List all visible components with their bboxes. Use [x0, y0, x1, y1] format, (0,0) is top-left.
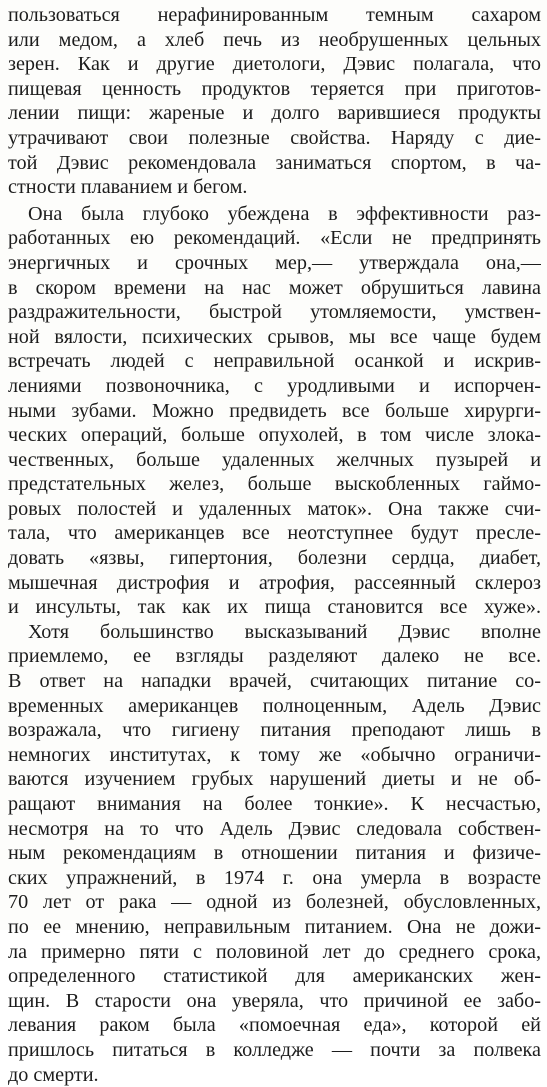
text-line: чественных, больше удаленных желчных пузырей и [8, 448, 541, 471]
text-line: энергичных и срочных мер,— утверждала она,— [8, 251, 541, 274]
text-line: временных американцев полноценным, Адель Дэвис [8, 694, 541, 717]
text-line: ла примерно пяти с половиной лет до среднего срока, [8, 940, 541, 963]
text-line: ной вялости, психических срывов, мы все чаще будем [8, 325, 541, 348]
text-line: ными зубами. Можно предвидеть все больше хирурги- [8, 399, 541, 422]
text-line: ращают внимания на более тонкие». К несчастью, [8, 793, 541, 815]
text-line: приемлемо, ее взгляды разделяют далеко не все. [8, 645, 541, 668]
text-line: ровых полостей и удаленных маток». Она также счи- [8, 497, 541, 520]
text-line: встречать людей с неправильной осанкой и искрив- [8, 350, 541, 373]
text-line: работанных ею рекомендаций. «Если не предпринять [8, 227, 541, 250]
text-line: пришлось питаться в колледже — почти за полвека [8, 1038, 541, 1061]
text-line: предстательных желез, больше выскобленных гаймо- [8, 473, 541, 496]
text-line: ских упражнений, в 1974 г. она умерла в возрасте [8, 866, 541, 889]
text-line: стности плаванием и бегом. [8, 176, 248, 199]
text-line: 70 лет от рака — одной из болезней, обусловленных, [8, 891, 541, 914]
text-line: зерен. Как и другие диетологи, Дэвис полагала, что [8, 53, 541, 76]
text-line: немногих институтах, к тому же «обычно ограничи- [8, 743, 541, 766]
text-line: Хотя большинство высказываний Дэвис вполне [28, 620, 541, 643]
text-line: раздражительности, быстрой утомляемости, умствен- [8, 301, 541, 324]
text-line: тала, что американцев все неотступнее будут пресле- [8, 522, 541, 545]
text-line: ческих операций, больше опухолей, в том числе злока- [8, 424, 541, 447]
paragraph-3 [8, 620, 541, 1087]
text-line: ваются изучением грубых нарушений диеты и не об- [8, 768, 541, 791]
text-line: той Дэвис рекомендовала заниматься спортом, в ча- [8, 151, 541, 174]
paragraph-2 [8, 202, 541, 620]
text-line: лениями позвоночника, с уродливыми и испорчен- [8, 374, 541, 397]
text-line: утрачивают свои полезные свойства. Наряду с дие- [8, 126, 541, 149]
text-line: возражала, что гигиену питания преподают лишь в [8, 719, 541, 742]
text-line: определенного статистикой для американских жен- [8, 965, 541, 988]
text-line: по ее мнению, неправильным питанием. Она не дожи- [8, 915, 541, 938]
text-line: В ответ на нападки врачей, считающих питание со- [8, 670, 541, 693]
text-line: несмотря на то что Адель Дэвис следовала собствен- [8, 817, 541, 840]
text-line: Она была глубоко убеждена в эффективности раз- [28, 202, 541, 225]
text-line: в скором времени на нас может обрушиться лавина [8, 276, 541, 299]
text-line: или медом, а хлеб печь из необрушенных цельных [8, 28, 541, 51]
text-line: ным рекомендациям в отношении питания и физиче- [8, 842, 541, 865]
text-line: довать «язвы, гипертония, болезни сердца, диабет, [8, 547, 541, 570]
text-line: до смерти. [8, 1063, 99, 1086]
paragraph-1 [8, 3, 541, 200]
text-line: левания раком была «помоечная еда», которой ей [8, 1014, 541, 1037]
text-line: щин. В старости она уверяла, что причиной ее забо- [8, 989, 541, 1012]
text-line: и инсульты, так как их пища становится все хуже». [8, 596, 541, 619]
text-line: пищевая ценность продуктов теряется при приготов- [8, 77, 541, 100]
text-line: пользоваться нерафинированным темным сахаром [8, 4, 541, 26]
text-line: лении пищи: жареные и долго варившиеся продукты [8, 102, 541, 125]
text-line: мышечная дистрофия и атрофия, рассеянный склероз [8, 571, 541, 594]
